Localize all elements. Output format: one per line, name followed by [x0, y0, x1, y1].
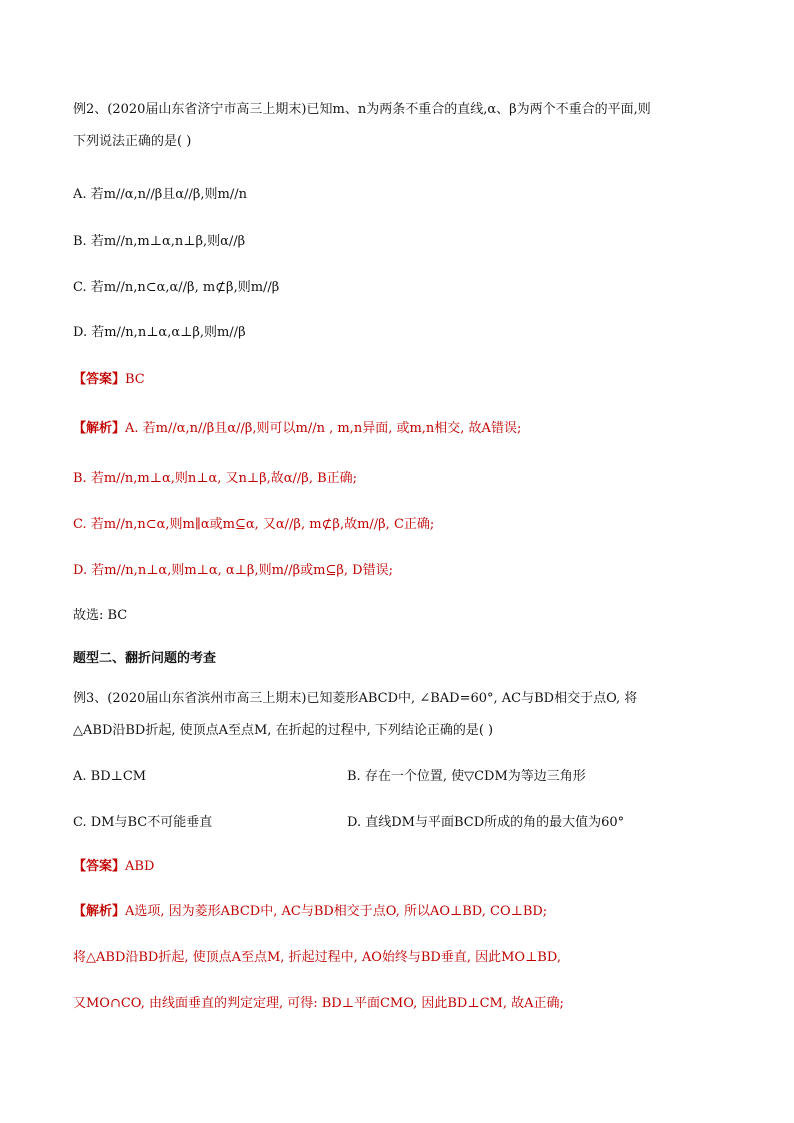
example3-question-line1: 例3、(2020届山东省滨州市高三上期末)已知菱形ABCD中, ∠BAD=60°, AC与BD相交于点O, 将 [73, 691, 638, 706]
example2-option-c: C. 若m//n,n⊂α,α//β, m⊄β,则m//β [73, 280, 280, 295]
answer-value: BC [125, 372, 145, 387]
example3-question-line2: △ABD沿BD折起, 使顶点A至点M, 在折起的过程中, 下列结论正确的是( ) [73, 723, 494, 738]
example2-analysis-d: D. 若m//n,n⊥α,则m⊥α, α⊥β,则m//β或m⊆β, D错误; [73, 563, 393, 578]
example3-analysis-3: 又MO∩CO, 由线面垂直的判定定理, 可得: BD⊥平面CMO, 因此BD⊥CM, 故A正确; [73, 996, 564, 1011]
example2-conclusion: 故选: BC [73, 608, 128, 623]
example3-option-b: B. 存在一个位置, 使▽CDM为等边三角形 [347, 769, 586, 784]
example2-answer [73, 371, 145, 389]
analysis-label: 【解析】 [73, 421, 126, 436]
analysis-text-1: A选项, 因为菱形ABCD中, AC与BD相交于点O, 所以AO⊥BD, CO⊥BD; [125, 904, 548, 919]
example2-option-b: B. 若m//n,m⊥α,n⊥β,则α//β [73, 234, 246, 249]
example3-analysis-2: 将△ABD沿BD折起, 使顶点A至点M, 折起过程中, AO始终与BD垂直, 因此MO⊥BD, [73, 950, 561, 965]
example3-answer [73, 858, 154, 876]
analysis-text-a: A. 若m//α,n//β且α//β,则可以m//n , m,n异面, 或m,n相交, 故A错误; [125, 421, 522, 436]
answer-label: 【答案】 [73, 372, 126, 387]
answer-label: 【答案】 [73, 859, 126, 874]
example3-analysis-1 [73, 903, 547, 921]
example3-option-c: C. DM与BC不可能垂直 [73, 815, 213, 830]
example2-option-d: D. 若m//n,n⊥α,α⊥β,则m//β [73, 325, 246, 340]
example2-question-line1: 例2、(2020届山东省济宁市高三上期末)已知m、n为两条不重合的直线,α、β为两个不重合的平面,则 [73, 102, 651, 117]
analysis-label: 【解析】 [73, 904, 126, 919]
section-heading: 题型二、翻折问题的考查 [73, 651, 217, 666]
example2-analysis-c: C. 若m//n,n⊂α,则m∥α或m⊆α, 又α//β, m⊄β,故m//β, C正确; [73, 517, 435, 532]
example2-analysis-b: B. 若m//n,m⊥α,则n⊥α, 又n⊥β,故α//β, B正确; [73, 471, 358, 486]
example3-option-a: A. BD⊥CM [73, 769, 147, 784]
example2-analysis-a [73, 420, 521, 438]
example3-option-d: D. 直线DM与平面BCD所成的角的最大值为60° [347, 815, 625, 830]
answer-value: ABD [125, 859, 155, 874]
example2-question-line2: 下列说法正确的是( ) [73, 134, 192, 149]
example2-option-a: A. 若m//α,n//β且α//β,则m//n [73, 187, 247, 202]
